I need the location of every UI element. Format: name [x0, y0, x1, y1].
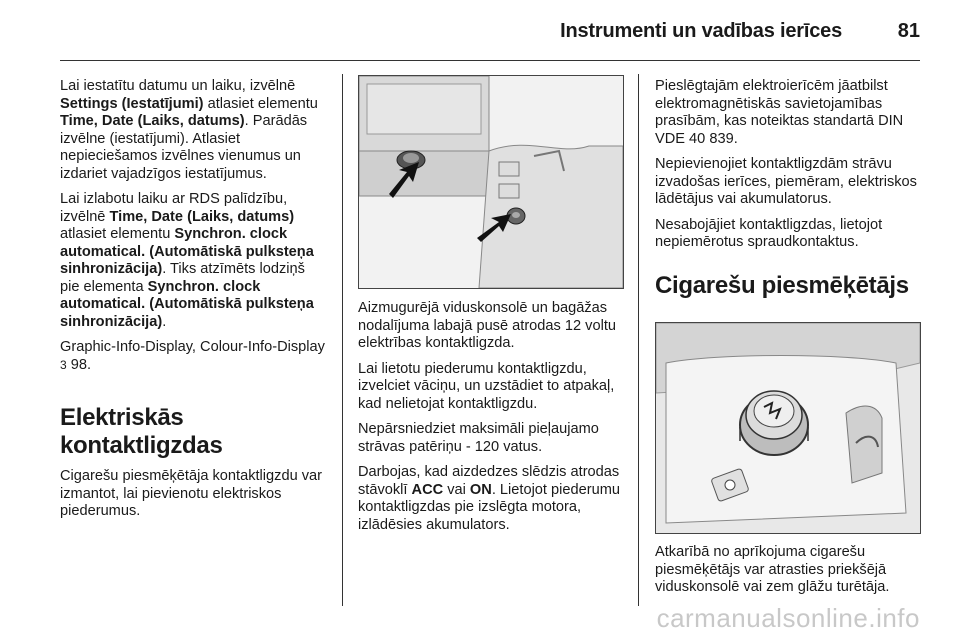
watermark: carmanualsonline.info	[656, 603, 920, 633]
header-rule	[60, 60, 920, 61]
text: . Tiks atzīmēts lodziņš pie elementa	[60, 261, 305, 295]
text: Lai iestatītu datumu un laiku, izvēlnē	[60, 78, 296, 94]
page-reference[interactable]: 98.	[66, 356, 92, 373]
text: Lai izlabotu laiku ar RDS palīdzību, izvēlnē	[60, 191, 288, 225]
page-number: 81	[897, 20, 920, 42]
text: . Parādās izvēlne (iestatījumi). Atlasiet nepieciešamos izvēlnes vienumus un izdariet vajadzīgos iestatījumus.	[60, 113, 308, 182]
text: Darbojas, kad aizdedzes slēdzis atrodas stāvoklī	[358, 464, 620, 498]
column-divider	[342, 74, 343, 606]
menu-term: Time, Date (Laiks, datums)	[109, 208, 295, 225]
lighter-drawing	[656, 323, 920, 533]
column-middle	[358, 300, 630, 542]
text: Graphic-Info-Display, Colour-Info-Display	[60, 339, 325, 355]
paragraph-emc: Pieslēgtajām elektroierīcēm jāatbilst elektromagnētiskās savietojamības prasībām, kas noteiktas standartā DIN VDE 40 839.	[655, 78, 904, 147]
text: atlasiet elementu	[203, 95, 318, 112]
page-reference-icon: 3	[60, 357, 67, 372]
page-header	[0, 0, 960, 62]
paragraph-no-unsuitable-plugs: Nesabojājiet kontaktligzdas, lietojot nepiemērotus spraudkontaktus.	[655, 216, 883, 250]
menu-term: Time, Date (Laiks, datums)	[60, 113, 245, 129]
paragraph-socket-location: Aizmugurējā viduskonsolē un bagāžas nodalījuma labajā pusē atrodas 12 voltu elektrības kontaktligzda.	[358, 300, 616, 351]
text: .	[162, 313, 167, 330]
paragraph-socket-usage: Lai lietotu piederumu kontaktligzdu, izvelciet vāciņu, un uzstādiet to atpakaļ, kad nelietojat kontaktligzdu.	[358, 360, 615, 412]
column-right	[655, 78, 923, 322]
text: atlasiet elementu	[60, 226, 175, 242]
column-right-bottom	[655, 544, 923, 605]
paragraph-lighter-location: Atkarībā no aprīkojuma cigarešu piesmēķētājs var atrasties priekšējā viduskonsolē vai zem glāžu turētāja.	[655, 544, 890, 595]
section-heading-power-outlets: Elektriskās kontaktligzdas	[60, 404, 223, 459]
menu-term: Synchron. clock automatical. (Automātiskā pulksteņa sinhronizācija)	[60, 278, 314, 330]
section-heading-cigarette-lighter: Cigarešu piesmēķētājs	[655, 271, 909, 299]
paragraph-max-power: Nepārsniedziet maksimāli pieļaujamo strāvas patēriņu - 120 vatus.	[358, 421, 599, 455]
paragraph-outlets-intro: Cigarešu piesmēķētāja kontaktligzdu var izmantot, lai pievienotu elektriskos piederumus.	[60, 468, 323, 519]
menu-term: Settings (Iestatījumi)	[60, 95, 204, 112]
ignition-position: ACC	[411, 481, 444, 498]
paragraph-date-time	[60, 78, 328, 183]
ignition-position: ON	[469, 481, 492, 498]
page-title: Instrumenti un vadības ierīces	[560, 20, 842, 42]
paragraph-no-chargers: Nepievienojiet kontaktligzdām strāvu izvadošas ierīces, piemēram, elektriskos lādētājus vai akumulatorus.	[655, 156, 917, 207]
menu-term: Synchron. clock automatical. (Automātiskā pulksteņa sinhronizācija)	[60, 226, 314, 277]
paragraph-rds	[60, 191, 328, 331]
paragraph-display-ref	[60, 339, 328, 374]
cigarette-lighter-illustration	[655, 322, 921, 534]
rear-console-socket-illustration	[358, 75, 624, 289]
column-divider	[638, 74, 639, 606]
socket-drawing	[359, 76, 623, 288]
text: . Lietojot piederumu kontaktligzdas pie izslēgta motora, izlādēsies akumulators.	[358, 481, 620, 533]
column-left	[60, 78, 328, 529]
text: vai	[443, 481, 470, 498]
paragraph-ignition	[358, 464, 630, 534]
